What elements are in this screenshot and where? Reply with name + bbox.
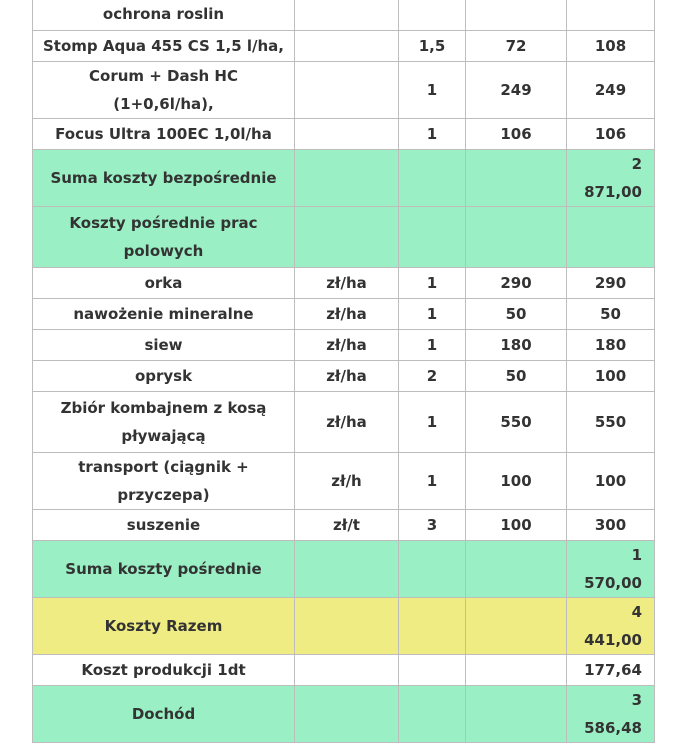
price-cell: 72 bbox=[466, 31, 567, 62]
price-cell bbox=[466, 207, 567, 268]
unit-cell bbox=[295, 686, 399, 743]
table-row bbox=[33, 361, 655, 392]
quantity-cell: 1 bbox=[399, 119, 466, 150]
table-row bbox=[33, 207, 655, 268]
unit-cell bbox=[295, 598, 399, 655]
quantity-cell bbox=[399, 207, 466, 268]
value-cell: 1 570,00 bbox=[567, 541, 655, 598]
unit-cell bbox=[295, 119, 399, 150]
table-row bbox=[33, 31, 655, 62]
quantity-cell bbox=[399, 598, 466, 655]
table-row bbox=[33, 119, 655, 150]
item-name-cell: Koszty pośrednie prac polowych bbox=[33, 207, 295, 268]
item-name-cell: Suma koszty bezpośrednie bbox=[33, 150, 295, 207]
value-cell: 3 586,48 bbox=[567, 686, 655, 743]
price-cell: 550 bbox=[466, 392, 567, 453]
quantity-cell bbox=[399, 686, 466, 743]
price-cell: 249 bbox=[466, 62, 567, 119]
item-name-cell: oprysk bbox=[33, 361, 295, 392]
value-cell: 180 bbox=[567, 330, 655, 361]
quantity-cell bbox=[399, 0, 466, 31]
value-cell: 108 bbox=[567, 31, 655, 62]
value-cell bbox=[567, 207, 655, 268]
item-name-cell: Corum + Dash HC (1+0,6l/ha), bbox=[33, 62, 295, 119]
price-cell bbox=[466, 150, 567, 207]
quantity-cell: 1 bbox=[399, 268, 466, 299]
quantity-cell: 3 bbox=[399, 510, 466, 541]
value-cell: 2 871,00 bbox=[567, 150, 655, 207]
item-name-cell: Suma koszty pośrednie bbox=[33, 541, 295, 598]
quantity-cell: 2 bbox=[399, 361, 466, 392]
item-name-cell: ochrona roslin bbox=[33, 0, 295, 31]
price-cell: 180 bbox=[466, 330, 567, 361]
price-cell bbox=[466, 541, 567, 598]
price-cell: 50 bbox=[466, 299, 567, 330]
unit-cell bbox=[295, 150, 399, 207]
quantity-cell bbox=[399, 541, 466, 598]
item-name-cell: Focus Ultra 100EC 1,0l/ha bbox=[33, 119, 295, 150]
quantity-cell: 1 bbox=[399, 299, 466, 330]
cost-table-body bbox=[33, 0, 655, 743]
item-name-cell: siew bbox=[33, 330, 295, 361]
quantity-cell: 1 bbox=[399, 453, 466, 510]
table-row bbox=[33, 330, 655, 361]
table-row bbox=[33, 655, 655, 686]
table-row bbox=[33, 598, 655, 655]
quantity-cell: 1 bbox=[399, 330, 466, 361]
quantity-cell: 1 bbox=[399, 62, 466, 119]
table-row bbox=[33, 268, 655, 299]
item-name-cell: nawożenie mineralne bbox=[33, 299, 295, 330]
unit-cell: zł/ha bbox=[295, 299, 399, 330]
quantity-cell bbox=[399, 150, 466, 207]
unit-cell: zł/ha bbox=[295, 330, 399, 361]
item-name-cell: Koszt produkcji 1dt bbox=[33, 655, 295, 686]
table-row bbox=[33, 541, 655, 598]
table-row bbox=[33, 453, 655, 510]
item-name-cell: Stomp Aqua 455 CS 1,5 l/ha, bbox=[33, 31, 295, 62]
value-cell: 4 441,00 bbox=[567, 598, 655, 655]
table-row bbox=[33, 510, 655, 541]
unit-cell: zł/ha bbox=[295, 392, 399, 453]
table-row bbox=[33, 686, 655, 743]
quantity-cell: 1 bbox=[399, 392, 466, 453]
value-cell: 290 bbox=[567, 268, 655, 299]
value-cell: 100 bbox=[567, 361, 655, 392]
unit-cell: zł/h bbox=[295, 453, 399, 510]
table-row bbox=[33, 0, 655, 31]
table-row bbox=[33, 150, 655, 207]
item-name-cell: transport (ciągnik + przyczepa) bbox=[33, 453, 295, 510]
value-cell: 249 bbox=[567, 62, 655, 119]
table-row bbox=[33, 299, 655, 330]
item-name-cell: Koszty Razem bbox=[33, 598, 295, 655]
unit-cell bbox=[295, 541, 399, 598]
value-cell bbox=[567, 0, 655, 31]
item-name-cell: suszenie bbox=[33, 510, 295, 541]
price-cell: 100 bbox=[466, 453, 567, 510]
unit-cell bbox=[295, 655, 399, 686]
table-row bbox=[33, 62, 655, 119]
item-name-cell: Dochód bbox=[33, 686, 295, 743]
value-cell: 100 bbox=[567, 453, 655, 510]
quantity-cell: 1,5 bbox=[399, 31, 466, 62]
unit-cell bbox=[295, 62, 399, 119]
value-cell: 177,64 bbox=[567, 655, 655, 686]
unit-cell bbox=[295, 207, 399, 268]
unit-cell: zł/t bbox=[295, 510, 399, 541]
price-cell: 290 bbox=[466, 268, 567, 299]
price-cell bbox=[466, 0, 567, 31]
unit-cell: zł/ha bbox=[295, 361, 399, 392]
value-cell: 50 bbox=[567, 299, 655, 330]
unit-cell bbox=[295, 31, 399, 62]
item-name-cell: Zbiór kombajnem z kosą pływającą bbox=[33, 392, 295, 453]
unit-cell: zł/ha bbox=[295, 268, 399, 299]
price-cell: 100 bbox=[466, 510, 567, 541]
item-name-cell: orka bbox=[33, 268, 295, 299]
value-cell: 550 bbox=[567, 392, 655, 453]
table-row bbox=[33, 392, 655, 453]
price-cell bbox=[466, 655, 567, 686]
value-cell: 106 bbox=[567, 119, 655, 150]
value-cell: 300 bbox=[567, 510, 655, 541]
quantity-cell bbox=[399, 655, 466, 686]
price-cell: 106 bbox=[466, 119, 567, 150]
price-cell bbox=[466, 686, 567, 743]
cost-table bbox=[32, 0, 655, 743]
price-cell: 50 bbox=[466, 361, 567, 392]
price-cell bbox=[466, 598, 567, 655]
unit-cell bbox=[295, 0, 399, 31]
